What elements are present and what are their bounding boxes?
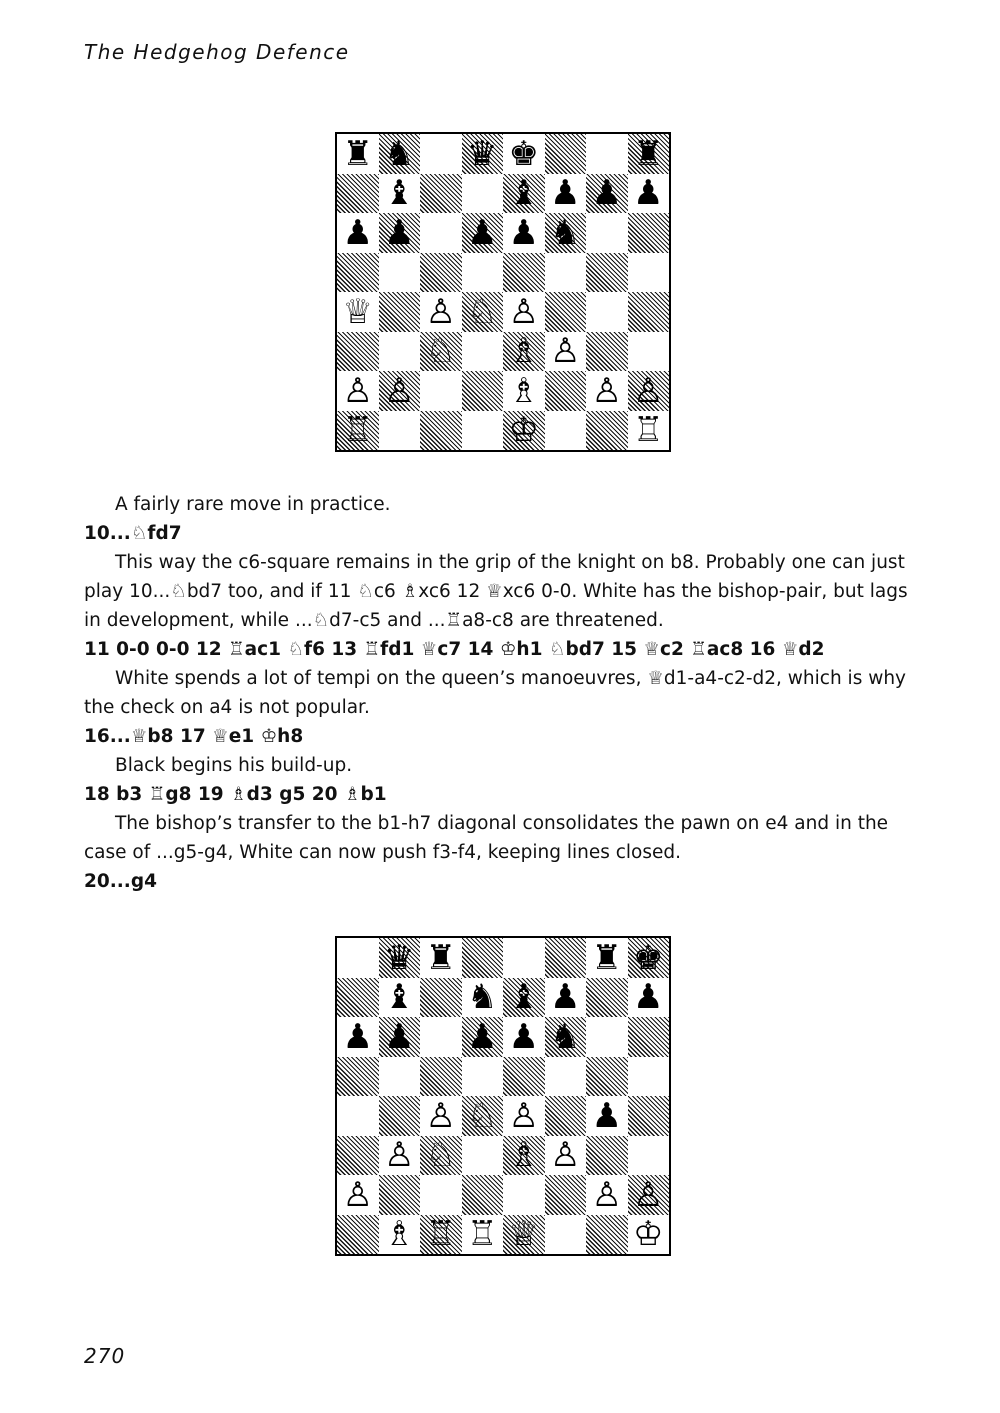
chess-piece: ♙ (425, 1095, 456, 1136)
chess-piece: ♙ (633, 1174, 664, 1215)
square-g6 (586, 1017, 628, 1057)
chess-piece: ♟ (467, 212, 498, 253)
chess-piece: ♟ (550, 977, 581, 1018)
square-c8 (420, 938, 462, 978)
square-c5 (420, 253, 462, 293)
chess-piece: ♙ (384, 370, 415, 411)
commentary-paragraph: The bishop’s transfer to the b1-h7 diagonal consolidates the pawn on e4 and in the case of ...g5-g4, White can now push f3-f4, keeping lines closed. (84, 813, 889, 863)
square-d4 (462, 1096, 504, 1136)
chess-piece: ♞ (467, 977, 498, 1018)
square-h7 (628, 978, 670, 1018)
square-f3 (545, 332, 587, 372)
chess-piece: ♟ (384, 1016, 415, 1057)
square-g7 (586, 978, 628, 1018)
chess-piece: ♖ (342, 410, 373, 451)
square-d3 (462, 1136, 504, 1176)
square-e8 (503, 938, 545, 978)
square-e4 (503, 1096, 545, 1136)
square-f1 (545, 411, 587, 451)
square-c6 (420, 213, 462, 253)
chess-piece: ♟ (384, 212, 415, 253)
square-a7 (337, 978, 379, 1018)
square-e6 (503, 213, 545, 253)
square-h6 (628, 213, 670, 253)
square-f8 (545, 134, 587, 174)
commentary-paragraph: A fairly rare move in practice. (115, 494, 391, 515)
square-g5 (586, 1057, 628, 1097)
chess-piece: ♗ (508, 331, 539, 372)
square-c8 (420, 134, 462, 174)
chess-piece: ♗ (508, 370, 539, 411)
square-g7 (586, 174, 628, 214)
chess-piece: ♙ (508, 291, 539, 332)
chess-piece: ♙ (508, 1095, 539, 1136)
chess-piece: ♞ (550, 1016, 581, 1057)
square-f3 (545, 1136, 587, 1176)
page-number: 270 (84, 1344, 126, 1368)
square-d2 (462, 1175, 504, 1215)
square-b5 (379, 253, 421, 293)
square-d7 (462, 978, 504, 1018)
square-d5 (462, 253, 504, 293)
square-g1 (586, 411, 628, 451)
chess-piece: ♟ (342, 1016, 373, 1057)
chess-piece: ♛ (467, 133, 498, 174)
square-f4 (545, 1096, 587, 1136)
square-b7 (379, 174, 421, 214)
chess-piece: ♔ (508, 410, 539, 451)
square-b3 (379, 1136, 421, 1176)
chess-piece: ♖ (633, 410, 664, 451)
square-c7 (420, 174, 462, 214)
square-b1 (379, 1215, 421, 1255)
square-f7 (545, 978, 587, 1018)
square-d2 (462, 371, 504, 411)
move-line: 18 b3 ♖g8 19 ♗d3 g5 20 ♗b1 (84, 784, 387, 805)
square-e8 (503, 134, 545, 174)
square-g1 (586, 1215, 628, 1255)
square-b2 (379, 371, 421, 411)
square-f5 (545, 1057, 587, 1097)
move-line: 20...g4 (84, 871, 157, 892)
chess-piece: ♚ (508, 133, 539, 174)
body-text (84, 490, 930, 896)
chess-piece: ♙ (550, 331, 581, 372)
square-e5 (503, 1057, 545, 1097)
chess-piece: ♗ (508, 1135, 539, 1176)
square-e2 (503, 371, 545, 411)
square-e4 (503, 292, 545, 332)
chess-piece: ♘ (425, 331, 456, 372)
square-f1 (545, 1215, 587, 1255)
chess-piece: ♕ (342, 291, 373, 332)
chess-piece: ♙ (384, 1135, 415, 1176)
square-f7 (545, 174, 587, 214)
square-c6 (420, 1017, 462, 1057)
move-line: 11 0-0 0-0 12 ♖ac1 ♘f6 13 ♖fd1 ♕c7 14 ♔h1 ♘bd7 15 ♕c2 ♖ac8 16 ♕d2 (84, 639, 825, 660)
chess-piece: ♟ (508, 1016, 539, 1057)
chess-piece: ♝ (384, 173, 415, 214)
square-f2 (545, 371, 587, 411)
chess-piece: ♖ (467, 1214, 498, 1255)
square-e7 (503, 174, 545, 214)
square-e1 (503, 411, 545, 451)
square-b7 (379, 978, 421, 1018)
square-c1 (420, 1215, 462, 1255)
chess-piece: ♟ (591, 173, 622, 214)
square-f6 (545, 1017, 587, 1057)
square-g3 (586, 1136, 628, 1176)
chess-piece: ♙ (591, 370, 622, 411)
square-b4 (379, 292, 421, 332)
square-d3 (462, 332, 504, 372)
square-a2 (337, 1175, 379, 1215)
square-h5 (628, 1057, 670, 1097)
square-a5 (337, 1057, 379, 1097)
square-c1 (420, 411, 462, 451)
square-b5 (379, 1057, 421, 1097)
chess-piece: ♕ (508, 1214, 539, 1255)
square-e7 (503, 978, 545, 1018)
square-b2 (379, 1175, 421, 1215)
square-g2 (586, 371, 628, 411)
square-a8 (337, 938, 379, 978)
chess-piece: ♙ (425, 291, 456, 332)
chess-piece: ♔ (633, 1214, 664, 1255)
chess-piece: ♟ (342, 212, 373, 253)
square-b3 (379, 332, 421, 372)
square-g8 (586, 938, 628, 978)
square-a6 (337, 213, 379, 253)
square-g3 (586, 332, 628, 372)
square-g8 (586, 134, 628, 174)
chess-piece: ♞ (550, 212, 581, 253)
square-a8 (337, 134, 379, 174)
chess-piece: ♟ (591, 1095, 622, 1136)
chess-piece: ♟ (508, 212, 539, 253)
chess-piece: ♖ (425, 1214, 456, 1255)
move-line: 10...♘fd7 (84, 523, 182, 544)
chess-piece: ♟ (467, 1016, 498, 1057)
chess-piece: ♙ (550, 1135, 581, 1176)
square-c7 (420, 978, 462, 1018)
square-h1 (628, 411, 670, 451)
square-b6 (379, 1017, 421, 1057)
chess-piece: ♜ (425, 937, 456, 978)
square-a3 (337, 1136, 379, 1176)
chess-piece: ♝ (508, 977, 539, 1018)
square-h3 (628, 332, 670, 372)
square-b4 (379, 1096, 421, 1136)
square-e3 (503, 332, 545, 372)
square-f4 (545, 292, 587, 332)
chess-piece: ♘ (425, 1135, 456, 1176)
square-a1 (337, 411, 379, 451)
square-c2 (420, 1175, 462, 1215)
square-g4 (586, 1096, 628, 1136)
chess-piece: ♙ (342, 1174, 373, 1215)
square-d8 (462, 134, 504, 174)
square-h4 (628, 292, 670, 332)
square-f2 (545, 1175, 587, 1215)
square-c4 (420, 1096, 462, 1136)
square-d5 (462, 1057, 504, 1097)
square-h2 (628, 371, 670, 411)
square-b8 (379, 938, 421, 978)
chess-piece: ♞ (384, 133, 415, 174)
square-f5 (545, 253, 587, 293)
square-c3 (420, 1136, 462, 1176)
chess-piece: ♗ (384, 1214, 415, 1255)
square-h7 (628, 174, 670, 214)
square-a4 (337, 1096, 379, 1136)
running-header: The Hedgehog Defence (84, 40, 350, 64)
square-f8 (545, 938, 587, 978)
square-d7 (462, 174, 504, 214)
commentary-paragraph: Black begins his build-up. (115, 755, 353, 776)
square-h1 (628, 1215, 670, 1255)
square-h3 (628, 1136, 670, 1176)
square-g5 (586, 253, 628, 293)
chess-piece: ♙ (633, 370, 664, 411)
square-b8 (379, 134, 421, 174)
move-line: 16...♕b8 17 ♕e1 ♔h8 (84, 726, 304, 747)
square-g2 (586, 1175, 628, 1215)
chess-piece: ♜ (342, 133, 373, 174)
square-e5 (503, 253, 545, 293)
square-a2 (337, 371, 379, 411)
chess-piece: ♘ (467, 291, 498, 332)
chess-piece: ♚ (633, 937, 664, 978)
chess-diagram-2 (335, 936, 671, 1256)
chess-piece: ♜ (591, 937, 622, 978)
square-c5 (420, 1057, 462, 1097)
square-d4 (462, 292, 504, 332)
square-e3 (503, 1136, 545, 1176)
commentary-paragraph: This way the c6-square remains in the grip of the knight on b8. Probably one can just play 10...♘bd7 too, and if 11 ♘c6 ♗xc6 12 ♕xc6 0-0. White has the bishop-pair, but lags in development, while ...♘d7-c5 and ...♖a8-c8 are threatened. (84, 552, 908, 631)
square-a3 (337, 332, 379, 372)
square-c4 (420, 292, 462, 332)
square-a4 (337, 292, 379, 332)
chess-piece: ♟ (633, 977, 664, 1018)
chess-piece: ♝ (384, 977, 415, 1018)
square-a1 (337, 1215, 379, 1255)
square-d6 (462, 1017, 504, 1057)
chess-diagram-1 (335, 132, 671, 452)
square-b1 (379, 411, 421, 451)
square-h6 (628, 1017, 670, 1057)
square-f6 (545, 213, 587, 253)
square-h8 (628, 938, 670, 978)
chess-piece: ♛ (384, 937, 415, 978)
chess-piece: ♝ (508, 173, 539, 214)
square-e1 (503, 1215, 545, 1255)
square-d8 (462, 938, 504, 978)
square-d1 (462, 411, 504, 451)
chess-piece: ♟ (633, 173, 664, 214)
square-g4 (586, 292, 628, 332)
square-h5 (628, 253, 670, 293)
chess-piece: ♟ (550, 173, 581, 214)
square-h2 (628, 1175, 670, 1215)
square-g6 (586, 213, 628, 253)
square-d6 (462, 213, 504, 253)
chess-piece: ♘ (467, 1095, 498, 1136)
square-a5 (337, 253, 379, 293)
square-d1 (462, 1215, 504, 1255)
square-h4 (628, 1096, 670, 1136)
square-h8 (628, 134, 670, 174)
square-c2 (420, 371, 462, 411)
chess-piece: ♙ (591, 1174, 622, 1215)
square-a7 (337, 174, 379, 214)
chess-piece: ♜ (633, 133, 664, 174)
square-e6 (503, 1017, 545, 1057)
square-b6 (379, 213, 421, 253)
commentary-paragraph: White spends a lot of tempi on the queen’s manoeuvres, ♕d1-a4-c2-d2, which is why the check on a4 is not popular. (84, 668, 907, 718)
square-c3 (420, 332, 462, 372)
square-e2 (503, 1175, 545, 1215)
square-a6 (337, 1017, 379, 1057)
chess-piece: ♙ (342, 370, 373, 411)
